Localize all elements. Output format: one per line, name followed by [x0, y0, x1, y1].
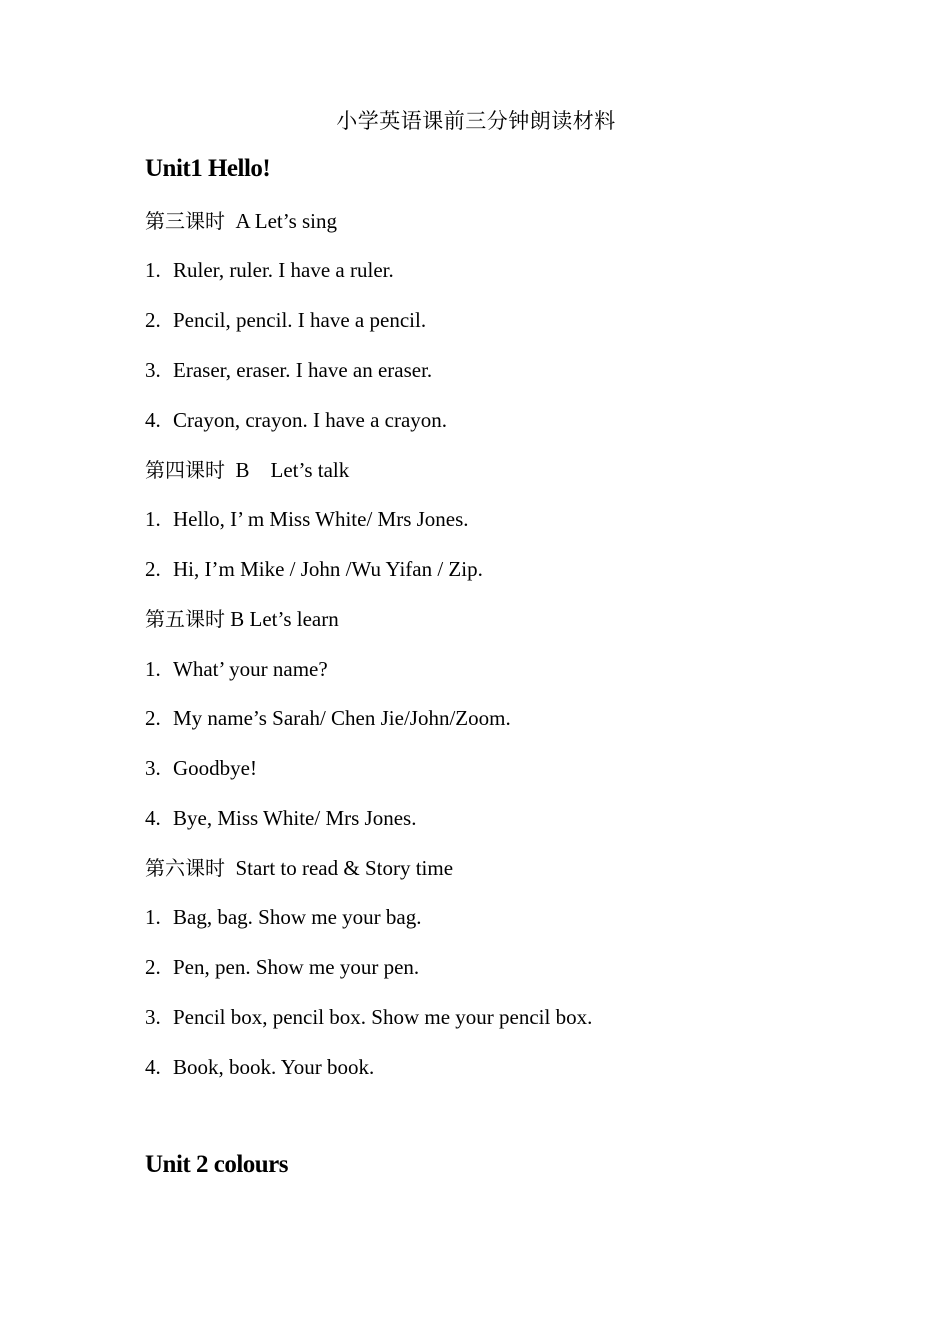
item-text: Hi, I’m Mike / John /Wu Yifan / Zip.	[173, 557, 483, 581]
item-number: 1.	[145, 905, 161, 929]
item-number: 3.	[145, 756, 161, 780]
item-text: Pen, pen. Show me your pen.	[173, 955, 420, 979]
item-text: Pencil, pencil. I have a pencil.	[173, 308, 427, 332]
item-text: Crayon, crayon. I have a crayon.	[173, 408, 448, 432]
item-number: 1.	[145, 507, 161, 531]
item-text: What’ your name?	[173, 657, 328, 681]
document-title: 小学英语课前三分钟朗读材料	[336, 109, 616, 133]
lesson-label-cn: 第六课时	[145, 856, 225, 880]
item-text: My name’s Sarah/ Chen Jie/John/Zoom.	[173, 706, 511, 730]
item-text: Book, book. Your book.	[173, 1055, 375, 1079]
item-number: 4.	[145, 806, 161, 830]
lesson-label-en: B Let’s learn	[225, 607, 339, 631]
list-item	[145, 256, 394, 284]
item-number: 1.	[145, 657, 161, 681]
item-number: 2.	[145, 706, 161, 730]
list-item	[145, 555, 483, 583]
lesson-label-en: A Let’s sing	[225, 209, 338, 233]
item-number: 1.	[145, 258, 161, 282]
item-text: Ruler, ruler. I have a ruler.	[173, 258, 394, 282]
lesson-label-cn: 第四课时	[145, 458, 225, 482]
list-item	[145, 406, 447, 434]
item-number: 4.	[145, 408, 161, 432]
lesson-heading	[145, 456, 349, 484]
item-text: Pencil box, pencil box. Show me your pencil box.	[173, 1005, 593, 1029]
list-item	[145, 356, 432, 384]
list-item	[145, 903, 421, 931]
list-item	[145, 704, 511, 732]
lesson-label-cn: 第三课时	[145, 209, 225, 233]
lesson-label-en: Start to read & Story time	[225, 856, 454, 880]
lesson-label-cn: 第五课时	[145, 607, 225, 631]
list-item	[145, 1003, 592, 1031]
item-text: Bag, bag. Show me your bag.	[173, 905, 422, 929]
item-number: 3.	[145, 1005, 161, 1029]
list-item	[145, 804, 416, 832]
list-item	[145, 953, 419, 981]
item-text: Hello, I’ m Miss White/ Mrs Jones.	[173, 507, 469, 531]
item-text: Bye, Miss White/ Mrs Jones.	[173, 806, 417, 830]
list-item	[145, 1053, 374, 1081]
list-item	[145, 505, 469, 533]
list-item	[145, 655, 328, 683]
unit1-heading: Unit1 Hello!	[145, 155, 271, 182]
item-number: 2.	[145, 557, 161, 581]
lesson-heading	[145, 854, 453, 882]
item-text: Eraser, eraser. I have an eraser.	[173, 358, 433, 382]
item-text: Goodbye!	[173, 756, 257, 780]
item-number: 2.	[145, 308, 161, 332]
list-item	[145, 754, 257, 782]
item-number: 4.	[145, 1055, 161, 1079]
list-item	[145, 306, 426, 334]
item-number: 3.	[145, 358, 161, 382]
lesson-heading	[145, 207, 337, 235]
unit2-heading: Unit 2 colours	[145, 1151, 288, 1178]
lesson-heading	[145, 605, 339, 633]
lesson-label-en: B Let’s talk	[225, 458, 350, 482]
item-number: 2.	[145, 955, 161, 979]
